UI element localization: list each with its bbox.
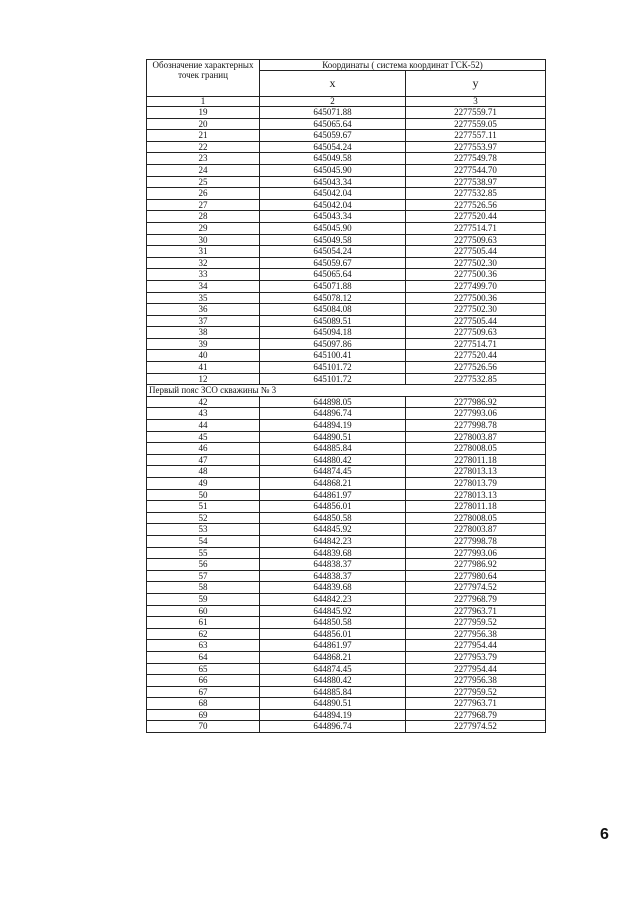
header-y: у (406, 71, 546, 97)
x-coordinate-cell: 645045.90 (260, 222, 406, 234)
x-coordinate-cell: 645097.86 (260, 338, 406, 350)
x-coordinate-cell: 645084.08 (260, 304, 406, 316)
table-row (147, 141, 546, 153)
table-row (147, 675, 546, 687)
y-coordinate-cell: 2277974.52 (406, 721, 546, 733)
point-number-cell: 55 (147, 547, 260, 559)
column-number-2: 2 (260, 97, 406, 107)
table-row (147, 199, 546, 211)
table-row (147, 686, 546, 698)
x-coordinate-cell: 644896.74 (260, 408, 406, 420)
point-number-cell: 48 (147, 466, 260, 478)
x-coordinate-cell: 644874.45 (260, 663, 406, 675)
point-number-cell: 68 (147, 698, 260, 710)
table-row (147, 478, 546, 490)
x-coordinate-cell: 644838.37 (260, 570, 406, 582)
table-row (147, 257, 546, 269)
x-coordinate-cell: 644850.58 (260, 617, 406, 629)
y-coordinate-cell: 2278003.87 (406, 431, 546, 443)
table-row (147, 454, 546, 466)
table-row (147, 246, 546, 258)
y-coordinate-cell: 2277514.71 (406, 222, 546, 234)
point-number-cell: 30 (147, 234, 260, 246)
point-number-cell: 61 (147, 617, 260, 629)
table-row (147, 292, 546, 304)
table-row (147, 269, 546, 281)
y-coordinate-cell: 2278011.18 (406, 501, 546, 513)
x-coordinate-cell: 645054.24 (260, 141, 406, 153)
table-row (147, 547, 546, 559)
point-number-cell: 51 (147, 501, 260, 513)
point-number-cell: 28 (147, 211, 260, 223)
table-row (147, 489, 546, 501)
y-coordinate-cell: 2277559.71 (406, 107, 546, 119)
x-coordinate-cell: 645078.12 (260, 292, 406, 304)
x-coordinate-cell: 644845.92 (260, 524, 406, 536)
table-row (147, 559, 546, 571)
header-coordinates: Координаты ( система координат ГСК-52) (260, 60, 546, 71)
point-number-cell: 36 (147, 304, 260, 316)
x-coordinate-cell: 644868.21 (260, 651, 406, 663)
point-number-cell: 34 (147, 280, 260, 292)
y-coordinate-cell: 2277559.05 (406, 118, 546, 130)
table-row (147, 211, 546, 223)
point-number-cell: 43 (147, 408, 260, 420)
x-coordinate-cell: 644850.58 (260, 512, 406, 524)
point-number-cell: 31 (147, 246, 260, 258)
x-coordinate-cell: 645071.88 (260, 107, 406, 119)
y-coordinate-cell: 2277986.92 (406, 396, 546, 408)
x-coordinate-cell: 644890.51 (260, 431, 406, 443)
y-coordinate-cell: 2277544.70 (406, 164, 546, 176)
y-coordinate-cell: 2277954.44 (406, 663, 546, 675)
table-row (147, 350, 546, 362)
table-row (147, 605, 546, 617)
y-coordinate-cell: 2278013.13 (406, 466, 546, 478)
x-coordinate-cell: 644856.01 (260, 501, 406, 513)
x-coordinate-cell: 644845.92 (260, 605, 406, 617)
y-coordinate-cell: 2277968.79 (406, 709, 546, 721)
x-coordinate-cell: 644839.68 (260, 582, 406, 594)
x-coordinate-cell: 644868.21 (260, 478, 406, 490)
point-number-cell: 29 (147, 222, 260, 234)
point-number-cell: 12 (147, 373, 260, 385)
point-number-cell: 22 (147, 141, 260, 153)
table-row (147, 617, 546, 629)
y-coordinate-cell: 2277549.78 (406, 153, 546, 165)
x-coordinate-cell: 644861.97 (260, 489, 406, 501)
y-coordinate-cell: 2277993.06 (406, 547, 546, 559)
y-coordinate-cell: 2277532.85 (406, 188, 546, 200)
y-coordinate-cell: 2278008.05 (406, 443, 546, 455)
table-row (147, 512, 546, 524)
point-number-cell: 54 (147, 535, 260, 547)
y-coordinate-cell: 2278013.13 (406, 489, 546, 501)
table-row (147, 524, 546, 536)
x-coordinate-cell: 644838.37 (260, 559, 406, 571)
table-header-row (147, 60, 546, 71)
x-coordinate-cell: 644880.42 (260, 454, 406, 466)
x-coordinate-cell: 645049.58 (260, 153, 406, 165)
table-row (147, 338, 546, 350)
x-coordinate-cell: 645071.88 (260, 280, 406, 292)
x-coordinate-cell: 644894.19 (260, 709, 406, 721)
point-number-cell: 44 (147, 420, 260, 432)
header-x: x (260, 71, 406, 97)
x-coordinate-cell: 644894.19 (260, 420, 406, 432)
y-coordinate-cell: 2277557.11 (406, 130, 546, 142)
table-row (147, 593, 546, 605)
y-coordinate-cell: 2277505.44 (406, 246, 546, 258)
y-coordinate-cell: 2278011.18 (406, 454, 546, 466)
table-row (147, 396, 546, 408)
y-coordinate-cell: 2277954.44 (406, 640, 546, 652)
x-coordinate-cell: 644885.84 (260, 443, 406, 455)
point-number-cell: 40 (147, 350, 260, 362)
table-row (147, 570, 546, 582)
x-coordinate-cell: 645065.64 (260, 118, 406, 130)
coordinates-table (146, 59, 546, 733)
point-number-cell: 21 (147, 130, 260, 142)
x-coordinate-cell: 645049.58 (260, 234, 406, 246)
point-number-cell: 19 (147, 107, 260, 119)
table-row (147, 443, 546, 455)
x-coordinate-cell: 644885.84 (260, 686, 406, 698)
table-row (147, 176, 546, 188)
y-coordinate-cell: 2277514.71 (406, 338, 546, 350)
section-row (147, 385, 546, 397)
x-coordinate-cell: 644896.74 (260, 721, 406, 733)
y-coordinate-cell: 2277959.52 (406, 686, 546, 698)
point-number-cell: 69 (147, 709, 260, 721)
y-coordinate-cell: 2277509.63 (406, 234, 546, 246)
point-number-cell: 46 (147, 443, 260, 455)
table-row (147, 663, 546, 675)
point-number-cell: 20 (147, 118, 260, 130)
y-coordinate-cell: 2277968.79 (406, 593, 546, 605)
point-number-cell: 37 (147, 315, 260, 327)
column-number-1: 1 (147, 97, 260, 107)
y-coordinate-cell: 2277998.78 (406, 535, 546, 547)
x-coordinate-cell: 644890.51 (260, 698, 406, 710)
x-coordinate-cell: 645045.90 (260, 164, 406, 176)
x-coordinate-cell: 644842.23 (260, 593, 406, 605)
x-coordinate-cell: 645059.67 (260, 257, 406, 269)
y-coordinate-cell: 2277500.36 (406, 292, 546, 304)
x-coordinate-cell: 645100.41 (260, 350, 406, 362)
point-number-cell: 25 (147, 176, 260, 188)
table-row (147, 327, 546, 339)
column-number-3: 3 (406, 97, 546, 107)
x-coordinate-cell: 645094.18 (260, 327, 406, 339)
point-number-cell: 58 (147, 582, 260, 594)
x-coordinate-cell: 645101.72 (260, 373, 406, 385)
y-coordinate-cell: 2277538.97 (406, 176, 546, 188)
x-coordinate-cell: 645042.04 (260, 199, 406, 211)
x-coordinate-cell: 645065.64 (260, 269, 406, 281)
y-coordinate-cell: 2277526.56 (406, 199, 546, 211)
y-coordinate-cell: 2277993.06 (406, 408, 546, 420)
x-coordinate-cell: 644842.23 (260, 535, 406, 547)
point-number-cell: 39 (147, 338, 260, 350)
point-number-cell: 41 (147, 362, 260, 374)
point-number-cell: 57 (147, 570, 260, 582)
x-coordinate-cell: 644861.97 (260, 640, 406, 652)
point-number-cell: 62 (147, 628, 260, 640)
y-coordinate-cell: 2277953.79 (406, 651, 546, 663)
x-coordinate-cell: 644839.68 (260, 547, 406, 559)
point-number-cell: 50 (147, 489, 260, 501)
point-number-cell: 35 (147, 292, 260, 304)
point-number-cell: 59 (147, 593, 260, 605)
table-row (147, 651, 546, 663)
y-coordinate-cell: 2278013.79 (406, 478, 546, 490)
table-row (147, 373, 546, 385)
point-number-cell: 49 (147, 478, 260, 490)
x-coordinate-cell: 645089.51 (260, 315, 406, 327)
x-coordinate-cell: 645054.24 (260, 246, 406, 258)
point-number-cell: 66 (147, 675, 260, 687)
y-coordinate-cell: 2277502.30 (406, 257, 546, 269)
point-number-cell: 23 (147, 153, 260, 165)
table-row (147, 628, 546, 640)
table-row (147, 501, 546, 513)
header-designation: Обозначение характерных точек границ (147, 60, 260, 97)
y-coordinate-cell: 2277998.78 (406, 420, 546, 432)
x-coordinate-cell: 645043.34 (260, 211, 406, 223)
table-column-number-row (147, 97, 546, 107)
point-number-cell: 56 (147, 559, 260, 571)
y-coordinate-cell: 2277974.52 (406, 582, 546, 594)
section-label: Первый пояс ЗСО скважины № 3 (147, 385, 546, 397)
table-row (147, 535, 546, 547)
x-coordinate-cell: 645101.72 (260, 362, 406, 374)
table-row (147, 408, 546, 420)
y-coordinate-cell: 2277532.85 (406, 373, 546, 385)
table-row (147, 721, 546, 733)
y-coordinate-cell: 2277526.56 (406, 362, 546, 374)
y-coordinate-cell: 2277502.30 (406, 304, 546, 316)
point-number-cell: 32 (147, 257, 260, 269)
point-number-cell: 42 (147, 396, 260, 408)
point-number-cell: 64 (147, 651, 260, 663)
x-coordinate-cell: 644880.42 (260, 675, 406, 687)
point-number-cell: 24 (147, 164, 260, 176)
table-row (147, 709, 546, 721)
table-row (147, 640, 546, 652)
x-coordinate-cell: 645042.04 (260, 188, 406, 200)
y-coordinate-cell: 2277956.38 (406, 628, 546, 640)
point-number-cell: 26 (147, 188, 260, 200)
x-coordinate-cell: 645059.67 (260, 130, 406, 142)
table-row (147, 164, 546, 176)
y-coordinate-cell: 2277509.63 (406, 327, 546, 339)
table-row (147, 582, 546, 594)
y-coordinate-cell: 2277505.44 (406, 315, 546, 327)
table-row (147, 304, 546, 316)
table-row (147, 280, 546, 292)
page-number: 6 (600, 826, 609, 843)
table-row (147, 153, 546, 165)
y-coordinate-cell: 2277553.97 (406, 141, 546, 153)
x-coordinate-cell: 645043.34 (260, 176, 406, 188)
y-coordinate-cell: 2277520.44 (406, 350, 546, 362)
y-coordinate-cell: 2277499.70 (406, 280, 546, 292)
table-row (147, 466, 546, 478)
x-coordinate-cell: 644874.45 (260, 466, 406, 478)
point-number-cell: 33 (147, 269, 260, 281)
table-row (147, 420, 546, 432)
table-row (147, 118, 546, 130)
y-coordinate-cell: 2277963.71 (406, 698, 546, 710)
point-number-cell: 60 (147, 605, 260, 617)
point-number-cell: 65 (147, 663, 260, 675)
point-number-cell: 52 (147, 512, 260, 524)
y-coordinate-cell: 2277959.52 (406, 617, 546, 629)
table-row (147, 222, 546, 234)
x-coordinate-cell: 644856.01 (260, 628, 406, 640)
table-row (147, 362, 546, 374)
table-row (147, 130, 546, 142)
point-number-cell: 45 (147, 431, 260, 443)
table-row (147, 315, 546, 327)
point-number-cell: 70 (147, 721, 260, 733)
y-coordinate-cell: 2278008.05 (406, 512, 546, 524)
y-coordinate-cell: 2277980.64 (406, 570, 546, 582)
y-coordinate-cell: 2277500.36 (406, 269, 546, 281)
point-number-cell: 47 (147, 454, 260, 466)
table-row (147, 107, 546, 119)
x-coordinate-cell: 644898.05 (260, 396, 406, 408)
table-row (147, 234, 546, 246)
table-row (147, 698, 546, 710)
y-coordinate-cell: 2277520.44 (406, 211, 546, 223)
point-number-cell: 67 (147, 686, 260, 698)
y-coordinate-cell: 2278003.87 (406, 524, 546, 536)
point-number-cell: 27 (147, 199, 260, 211)
table-row (147, 431, 546, 443)
y-coordinate-cell: 2277986.92 (406, 559, 546, 571)
y-coordinate-cell: 2277956.38 (406, 675, 546, 687)
table-row (147, 188, 546, 200)
point-number-cell: 38 (147, 327, 260, 339)
point-number-cell: 63 (147, 640, 260, 652)
point-number-cell: 53 (147, 524, 260, 536)
y-coordinate-cell: 2277963.71 (406, 605, 546, 617)
